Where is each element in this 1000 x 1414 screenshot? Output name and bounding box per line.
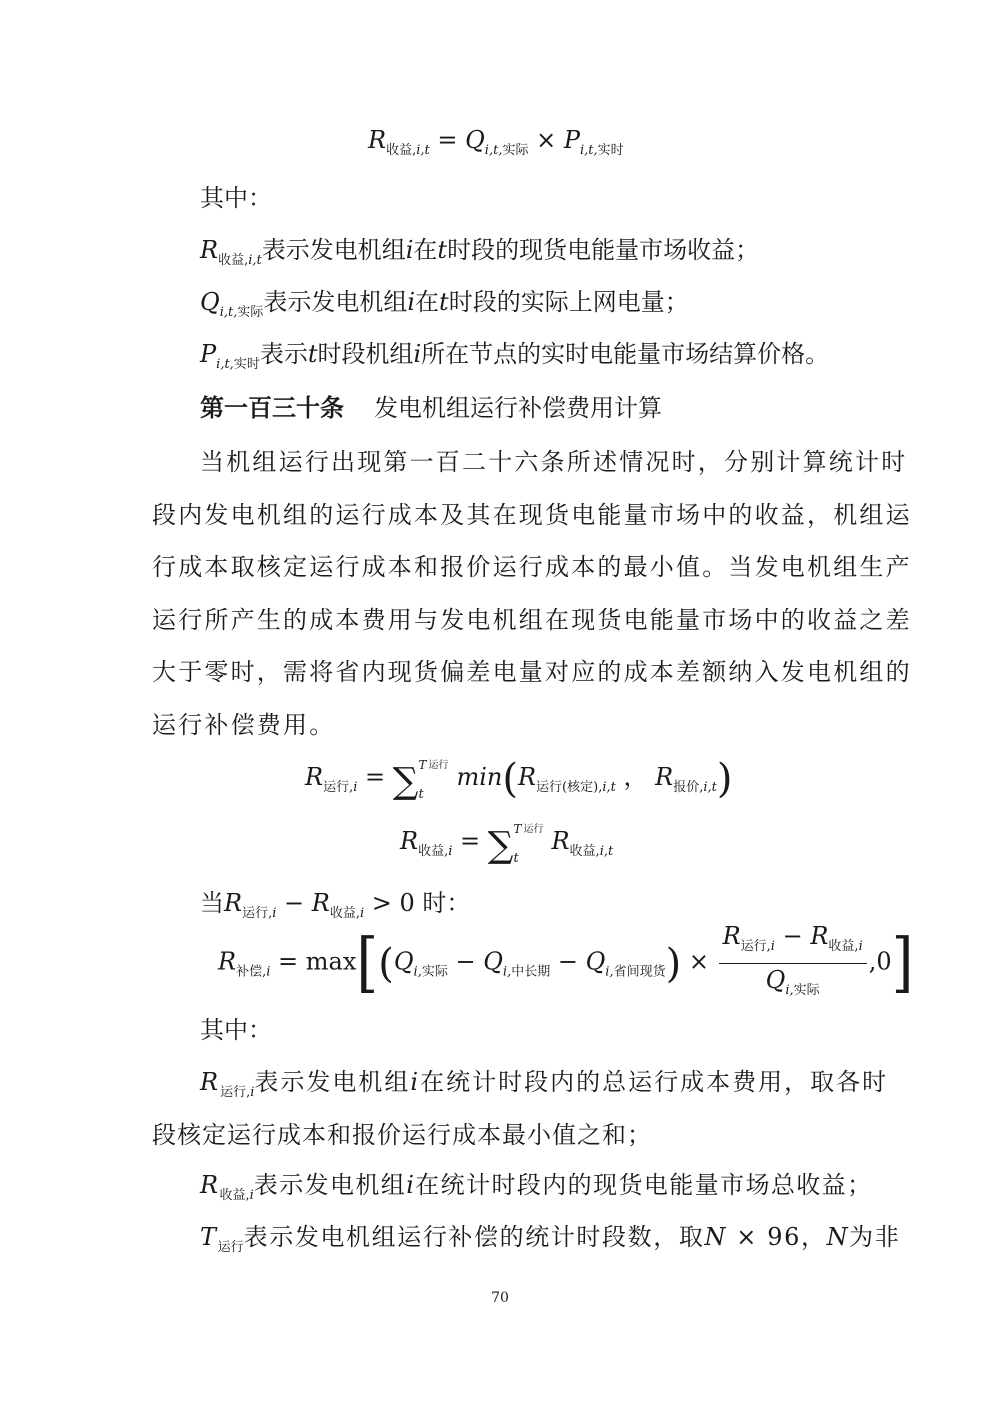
- article-title: 发电机组运行补偿费用计算: [374, 394, 662, 422]
- def-r-rev-total: $R_{收益,i}$表示发电机组i在统计时段内的现货电能量市场总收益；: [200, 1171, 873, 1203]
- paragraph-line: 行成本取核定运行成本和报价运行成本的最小值。当发电机组生产: [152, 553, 912, 581]
- article-number: 第一百三十条: [200, 393, 344, 422]
- formula-compensation: $R_{补偿,i} = \max[(Q_{i,实际} - Q_{i,中长期} - Q_{i,省间现货})$ × $\frac{R_{运行,i} - R_{收益,i}}{Q_{i,实际}}$ ,0]: [218, 922, 914, 992]
- sum-symbol: ∑: [392, 761, 419, 802]
- formula-revenue: $R_{收益,i,t} = Q_{i,t,实际} \times P_{i,t,实时}$: [368, 126, 624, 158]
- paragraph-line: 运行所产生的成本费用与发电机组在现货电能量市场中的收益之差: [152, 606, 912, 634]
- page-number: 70: [491, 1290, 509, 1306]
- where-label-1: 其中：: [200, 184, 272, 212]
- where-label-2: 其中：: [200, 1016, 272, 1044]
- fraction: $\frac{R_{运行,i} - R_{收益,i}}{Q_{i,实际}}$: [719, 922, 867, 1005]
- condition-line: 当$R_{运行,i} - R_{收益,i} > 0$ 时：: [200, 889, 471, 921]
- paragraph-line: 段内发电机组的运行成本及其在现货电能量市场中的收益，机组运: [152, 501, 912, 529]
- paragraph-line: 大于零时，需将省内现货偏差电量对应的成本差额纳入发电机组的: [152, 658, 912, 686]
- def-t-run: $T_{运行}$表示发电机组运行补偿的统计时段数，取N × 96，N为非: [200, 1223, 901, 1255]
- formula-total-revenue: $R_{收益,i}$ = ∑ T 运行 t $R_{收益,i,t}$: [400, 822, 614, 866]
- def-r-run-cont: 段核定运行成本和报价运行成本最小值之和；: [152, 1121, 652, 1149]
- def-q-actual: $Q_{i,t,实际}$表示发电机组i在t时段的实际上网电量；: [200, 288, 689, 320]
- def-r-revenue: $R_{收益,i,t}$表示发电机组i在t时段的现货电能量市场收益；: [200, 236, 760, 268]
- sum-symbol: ∑: [487, 825, 514, 866]
- paragraph-line: 运行补偿费用。: [152, 711, 336, 739]
- def-p-realtime: $P_{i,t,实时}$表示t时段机组i所在节点的实时电能量市场结算价格。: [200, 340, 830, 372]
- def-r-run: $R_{运行,i}$表示发电机组i在统计时段内的总运行成本费用，取各时: [200, 1068, 889, 1100]
- paragraph-line: 当机组运行出现第一百二十六条所述情况时，分别计算统计时: [200, 448, 908, 476]
- article-heading: [200, 393, 662, 423]
- formula-run-cost: $R_{运行,i}$ = ∑ T 运行 t $\min(R_{运行(核定),i,t}$ ， $R_{报价,i,t}$): [305, 756, 733, 802]
